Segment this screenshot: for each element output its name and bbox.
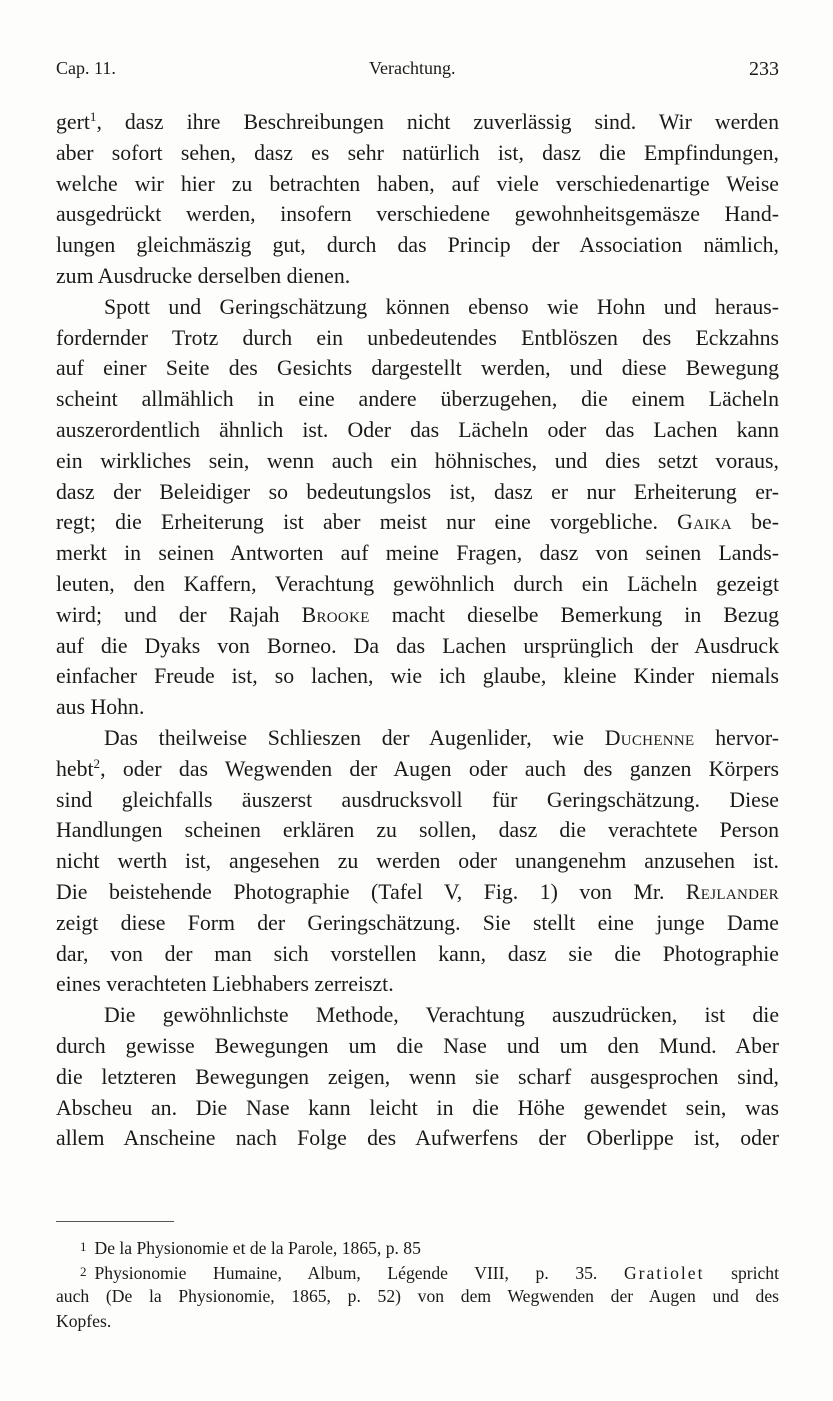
text-line: die letzteren Bewegungen zeigen, wenn sie scharf ausgesprochen sind,	[56, 1064, 779, 1089]
text-line: zum Ausdrucke derselben dienen.	[56, 263, 351, 288]
text-line: Handlungen scheinen erklären zu sollen, dasz die verachtete Person	[56, 818, 779, 843]
text-line: Die beistehende Photographie (Tafel V, Fig. 1) von Mr. Rejlander	[56, 879, 779, 904]
text-line: auf die Dyaks von Borneo. Da das Lachen ursprünglich der Ausdruck	[56, 633, 779, 658]
text-line: sind gleichfalls äuszerst ausdrucksvoll für Geringschätzung. Diese	[56, 787, 779, 812]
text-line: ausgedrückt werden, insofern verschiedene gewohnheitsgemäsze Hand-	[56, 202, 779, 227]
text-line: lungen gleichmäszig gut, durch das Princip der Association nämlich,	[56, 233, 779, 258]
footnote-ref[interactable]: 2	[93, 755, 101, 771]
text-line: auszerordentlich ähnlich ist. Oder das Lächeln oder das Lachen kann	[56, 417, 779, 442]
text-line: hebt$^2$, oder das Wegwenden der Augen oder auch des ganzen Körpers	[56, 755, 779, 781]
text-line: dasz der Beleidiger so bedeutungslos ist, dasz er nur Erheiterung er-	[56, 479, 779, 504]
text-line: Das theilweise Schlieszen der Augenlider, wie Duchenne hervor-	[104, 725, 779, 750]
footnote-ref[interactable]: 1	[89, 109, 97, 124]
text-line: allem Anscheine nach Folge des Aufwerfens der Oberlippe ist, oder	[56, 1126, 779, 1151]
body-text	[56, 107, 779, 1154]
name-gaika: Gaika	[677, 510, 732, 535]
running-title: Verachtung.	[369, 58, 456, 78]
name-gratiolet: Gratiolet	[623, 1262, 705, 1283]
text-line: ein wirkliches sein, wenn auch ein höhnisches, und dies setzt voraus,	[56, 448, 779, 473]
name-duchenne: Duchenne	[604, 725, 695, 750]
name-rejlander: Rejlander	[685, 879, 779, 904]
name-brooke: Brooke	[301, 602, 370, 627]
text-line: welche wir hier zu betrachten haben, auf viele verschiedenartige Weise	[56, 171, 779, 196]
text-line: eines verachteten Liebhabers zerreiszt.	[56, 972, 394, 997]
text-line: dar, von der man sich vorstellen kann, dasz sie die Photographie	[56, 941, 779, 966]
footnote-2-line: auch (De la Physionomie, 1865, p. 52) von dem Wegwenden der Augen und des	[56, 1286, 779, 1306]
text-line: Die gewöhnlichste Methode, Verachtung auszudrücken, ist die	[104, 1003, 779, 1028]
text-line: zeigt diese Form der Geringschätzung. Sie stellt eine junge Dame	[56, 910, 779, 935]
text-line: wird; und der Rajah Brooke macht dieselbe Bemerkung in Bezug	[56, 602, 780, 627]
text-line: auf einer Seite des Gesichts dargestellt werden, und diese Bewegung	[56, 356, 779, 381]
footnote-2-line: Kopfes.	[56, 1310, 112, 1331]
text-line: leuten, den Kaffern, Verachtung gewöhnlich durch ein Lächeln gezeigt	[56, 571, 779, 596]
running-head	[56, 58, 779, 84]
text-line: aus Hohn.	[56, 695, 145, 720]
text-line: regt; die Erheiterung ist aber meist nur eine vorgebliche. Gaika be-	[56, 510, 779, 535]
footnotes	[56, 1235, 779, 1333]
footnote-1: 1 De la Physionomie et de la Parole, 1865, p. 85	[80, 1238, 421, 1258]
footnote-2: 2 Physionomie Humaine, Album, Légende VIII, p. 35. Gratiolet spricht	[80, 1262, 779, 1283]
text-line: gert$^1$, dasz ihre Beschreibungen nicht zuverlässig sind. Wir werden	[56, 109, 779, 134]
chapter-label: Cap. 11.	[56, 58, 116, 78]
text-line: aber sofort sehen, dasz es sehr natürlich ist, dasz die Empfindungen,	[56, 140, 779, 165]
text-line: fordernder Trotz durch ein unbedeutendes Entblöszen des Eckzahns	[56, 325, 779, 350]
page-number: 233	[749, 58, 779, 80]
text-line: merkt in seinen Antworten auf meine Fragen, dasz von seinen Lands-	[56, 541, 779, 566]
text-line: einfacher Freude ist, so lachen, wie ich glaube, kleine Kinder niemals	[56, 664, 779, 689]
footnote-divider	[56, 1221, 174, 1222]
text-line: scheint allmählich in eine andere überzugehen, die einem Lächeln	[56, 387, 779, 412]
text-line: nicht werth ist, angesehen zu werden oder unangenehm anzusehen ist.	[56, 849, 779, 874]
text-line: Spott und Geringschätzung können ebenso wie Hohn und heraus-	[104, 294, 779, 319]
text-line: durch gewisse Bewegungen um die Nase und um den Mund. Aber	[56, 1033, 779, 1058]
text-line: Abscheu an. Die Nase kann leicht in die Höhe gewendet sein, was	[56, 1095, 779, 1120]
